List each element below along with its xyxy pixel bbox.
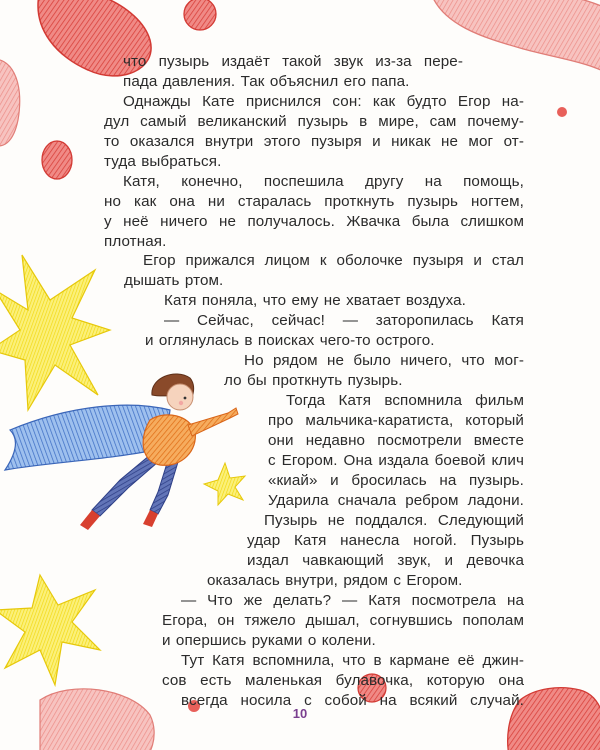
star-drawing xyxy=(0,575,100,685)
text-line: у неё ничего не получалось. Жвачка была слишком xyxy=(104,213,524,230)
text-line: Катя, конечно, поспешила другу на помощь, xyxy=(123,173,524,190)
text-line: про мальчика-каратиста, который xyxy=(268,412,524,429)
text-line: Тут Катя вспомнила, что в кармане её джин- xyxy=(181,652,524,669)
page-number: 10 xyxy=(292,706,308,721)
text-line: — Сейчас, сейчас! — заторопилась Катя xyxy=(164,312,524,329)
text-line: они недавно посмотрели вместе xyxy=(268,432,524,449)
text-line: что пузырь издаёт такой звук из-за пере- xyxy=(123,53,463,70)
star-drawing xyxy=(0,255,110,410)
text-line: всегда носила с собой на всякий случай. xyxy=(181,692,524,709)
text-line: Катя поняла, что ему не хватает воздуха. xyxy=(164,292,466,309)
girl-flying-drawing xyxy=(5,374,238,530)
bubble-drawing xyxy=(0,59,20,146)
bubble-drawing xyxy=(557,107,567,117)
text-line: дул самый великанский пузырь в мире, сам почему- xyxy=(104,113,524,130)
text-line: Но рядом не было ничего, что мог- xyxy=(244,352,524,369)
text-line: плотная. xyxy=(104,233,167,250)
text-line: и оглянулась в поисках чего-то острого. xyxy=(145,332,435,349)
text-line: Егор прижался лицом к оболочке пузыря и стал xyxy=(143,252,524,269)
text-line: туда выбраться. xyxy=(104,153,222,170)
text-line: издал чавкающий звук, и девочка xyxy=(247,552,524,569)
text-line: пада давления. Так объяснил его папа. xyxy=(123,73,410,90)
text-line: Егора, он тяжело дышал, согнувшись пополам xyxy=(162,612,524,629)
text-line: удар Катя нанесла ногой. Пузырь xyxy=(247,532,524,549)
star-drawing xyxy=(204,463,245,505)
text-line: ло бы проткнуть пузырь. xyxy=(224,372,403,389)
text-line: сов есть маленькая булавочка, которую она xyxy=(162,672,524,689)
bubble-drawing xyxy=(184,0,216,30)
text-line: с Егором. Она издала боевой клич xyxy=(268,452,524,469)
bubble-drawing xyxy=(42,141,72,179)
text-line: оказалась внутри, рядом с Егором. xyxy=(207,572,463,589)
text-line: и опершись руками о колени. xyxy=(162,632,376,649)
text-line: Тогда Катя вспомнила фильм xyxy=(286,392,524,409)
text-line: Ударила сначала ребром ладони. xyxy=(268,492,524,509)
text-line: Пузырь не поддался. Следующий xyxy=(264,512,524,529)
text-line: дышать ртом. xyxy=(124,272,224,289)
text-line: «киай» и бросилась на пузырь. xyxy=(268,472,524,489)
text-line: — Что же делать? — Катя посмотрела на xyxy=(181,592,524,609)
text-line: то оказался внутри этого пузыря и никак не мог от- xyxy=(104,133,524,150)
text-line: но как она ни старалась проткнуть пузырь ногтем, xyxy=(104,193,524,210)
text-line: Однажды Кате приснился сон: как будто Егор на- xyxy=(123,93,524,110)
